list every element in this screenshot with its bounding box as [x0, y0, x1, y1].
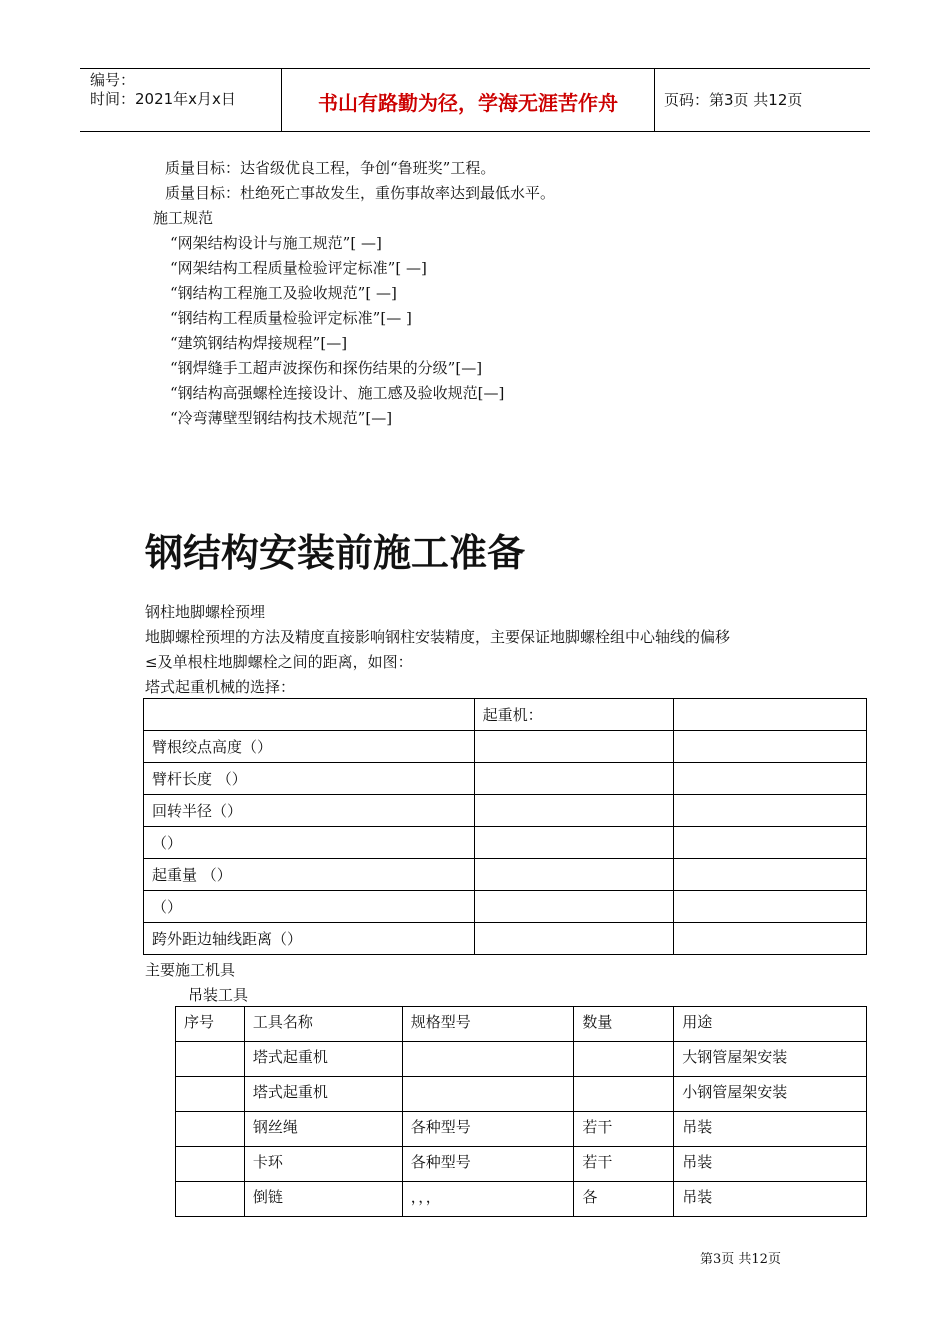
table-cell [474, 859, 674, 891]
table-cell [674, 795, 867, 827]
spec-item: “钢结构工程施工及验收规范”[ —] [170, 284, 397, 302]
table-cell [402, 1077, 574, 1112]
time-label: 时间：2021年x月x日 [90, 90, 236, 108]
table-cell [144, 699, 475, 731]
table-cell: 吊装 [674, 1112, 867, 1147]
tools-table [175, 1006, 867, 1217]
table-cell: 回转半径（） [144, 795, 475, 827]
spec-item: “网架结构设计与施工规范”[ —] [170, 234, 382, 252]
table-cell [674, 827, 867, 859]
table-cell: 起重机： [474, 699, 674, 731]
table-row [176, 1112, 867, 1147]
spec-item: “钢结构工程质量检验评定标准”[— ] [170, 309, 412, 327]
number-label: 编号： [90, 71, 136, 89]
column-header: 工具名称 [244, 1007, 402, 1042]
tools-title: 主要施工机具 [145, 961, 236, 979]
table-cell: 若干 [574, 1112, 674, 1147]
table-cell: 小钢管屋架安装 [674, 1077, 867, 1112]
table-cell [474, 891, 674, 923]
table-cell: 各 [574, 1182, 674, 1217]
table-header-row [176, 1007, 867, 1042]
table-cell: 跨外距边轴线距离（） [144, 923, 475, 955]
table-row [176, 1077, 867, 1112]
table-cell [474, 923, 674, 955]
table-cell: 钢丝绳 [244, 1112, 402, 1147]
table-row [176, 1042, 867, 1077]
table-cell: ，，， [402, 1182, 574, 1217]
table-row [144, 923, 867, 955]
table-row [176, 1147, 867, 1182]
table-cell [176, 1182, 245, 1217]
table-cell [674, 699, 867, 731]
table-cell [474, 731, 674, 763]
spec-item: “网架结构工程质量检验评定标准”[ —] [170, 259, 427, 277]
crane-selection-label: 塔式起重机械的选择： [145, 678, 296, 696]
table-cell: 各种型号 [402, 1147, 574, 1182]
table-row [144, 827, 867, 859]
anchor-paragraph: 地脚螺栓预埋的方法及精度直接影响钢柱安装精度，主要保证地脚螺栓组中心轴线的偏移 [145, 628, 731, 646]
table-cell: 卡环 [244, 1147, 402, 1182]
anchor-paragraph-cont: ≤及单根柱地脚螺栓之间的距离，如图： [145, 653, 413, 671]
table-cell: （） [144, 891, 475, 923]
header-motto: 书山有路勤为径，学海无涯苦作舟 [318, 91, 618, 115]
section-title: 钢结构安装前施工准备 [145, 531, 526, 575]
quality-goal: 质量目标：达省级优良工程，争创“鲁班奖”工程。 [165, 159, 496, 177]
table-cell [176, 1042, 245, 1077]
column-header: 序号 [176, 1007, 245, 1042]
table-row [144, 731, 867, 763]
column-header: 用途 [674, 1007, 867, 1042]
spec-item: “建筑钢结构焊接规程”[—] [170, 334, 348, 352]
table-cell [674, 731, 867, 763]
table-cell [176, 1147, 245, 1182]
page-footer: 第3页 共12页 [700, 1252, 781, 1267]
table-cell: 臂根绞点高度（） [144, 731, 475, 763]
table-cell [574, 1077, 674, 1112]
table-cell [674, 763, 867, 795]
table-cell [674, 859, 867, 891]
table-row [144, 763, 867, 795]
tools-subtitle: 吊装工具 [188, 986, 249, 1004]
header-page-info: 页码：第3页 共12页 [664, 91, 803, 109]
crane-table [143, 698, 867, 955]
table-cell: 倒链 [244, 1182, 402, 1217]
table-row [144, 891, 867, 923]
table-cell [402, 1042, 574, 1077]
table-cell: 大钢管屋架安装 [674, 1042, 867, 1077]
page-header [80, 68, 870, 132]
table-cell [176, 1112, 245, 1147]
safety-goal: 质量目标：杜绝死亡事故发生，重伤事故率达到最低水平。 [165, 184, 556, 202]
table-cell: 臂杆长度 （） [144, 763, 475, 795]
spec-item: “钢焊缝手工超声波探伤和探伤结果的分级”[—] [170, 359, 483, 377]
table-cell [176, 1077, 245, 1112]
column-header: 数量 [574, 1007, 674, 1042]
table-row [176, 1182, 867, 1217]
header-left [90, 71, 236, 109]
table-cell: 各种型号 [402, 1112, 574, 1147]
table-row [144, 859, 867, 891]
table-cell [474, 827, 674, 859]
table-cell: 若干 [574, 1147, 674, 1182]
spec-item: “钢结构高强螺栓连接设计、施工感及验收规范[—] [170, 384, 505, 402]
table-cell: 塔式起重机 [244, 1042, 402, 1077]
table-cell: 塔式起重机 [244, 1077, 402, 1112]
table-cell [674, 891, 867, 923]
table-cell [674, 923, 867, 955]
table-cell: 起重量 （） [144, 859, 475, 891]
table-cell: 吊装 [674, 1147, 867, 1182]
table-cell [574, 1042, 674, 1077]
column-header: 规格型号 [402, 1007, 574, 1042]
table-cell: 吊装 [674, 1182, 867, 1217]
table-row [144, 699, 867, 731]
specs-title: 施工规范 [153, 209, 214, 227]
table-cell [474, 795, 674, 827]
table-cell: （） [144, 827, 475, 859]
table-cell [474, 763, 674, 795]
spec-item: “冷弯薄壁型钢结构技术规范”[—] [170, 409, 393, 427]
header-divider [654, 69, 655, 131]
anchor-title: 钢柱地脚螺栓预埋 [145, 603, 266, 621]
table-row [144, 795, 867, 827]
